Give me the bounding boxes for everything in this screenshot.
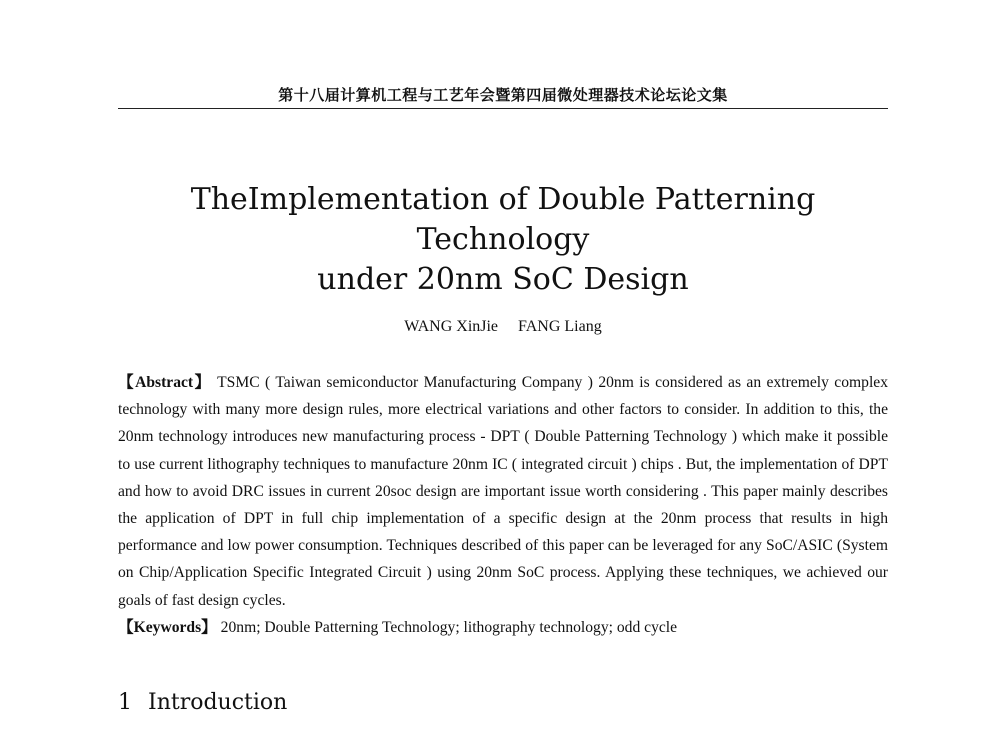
- title-line-1: TheImplementation of Double Patterning Technology: [190, 182, 816, 257]
- keywords-text: 20nm; Double Patterning Technology; lithography technology; odd cycle: [220, 618, 678, 636]
- keywords-paragraph: [118, 614, 888, 641]
- author-name: WANG XinJie: [404, 318, 499, 335]
- running-header: 第十八届计算机工程与工艺年会暨第四届微处理器技术论坛论文集: [278, 86, 728, 104]
- author-name: FANG Liang: [518, 318, 602, 335]
- paper-title: [118, 180, 888, 300]
- abstract-paragraph: [118, 369, 888, 614]
- author-list: [118, 318, 888, 336]
- abstract-label: 【Abstract】: [118, 374, 212, 391]
- abstract-text: TSMC ( Taiwan semiconductor Manufacturing Company ) 20nm is considered as an extremely complex technology with many more design rules, more electrical variations and other factors to consider. In addition to this, the 20nm technology introduces new manufacturing process - DPT ( Double Patterning Technology ) which make it possible to use current lithography techniques to manufacture 20nm IC ( integrated circuit ) chips . But, the implementation of DPT and how to avoid DRC issues in current 20soc design are important issue worth considering . This paper mainly describes the application of DPT in full chip implementation of a specific design at the 20nm process that results in high performance and low power consumption. Techniques described of this paper can be leveraged for any SoC/ASIC (System on Chip/Application Specific Integrated Circuit ) using 20nm SoC process. Applying these techniques, we achieved our goals of fast design cycles.: [118, 374, 888, 609]
- header-rule: [118, 108, 888, 109]
- section-heading: [118, 690, 888, 715]
- section-title: Introduction: [148, 690, 288, 715]
- title-line-2: under 20nm SoC Design: [317, 262, 689, 297]
- abstract-block: [118, 369, 888, 641]
- section-number: 1: [118, 690, 132, 715]
- keywords-label: 【Keywords】: [118, 618, 217, 636]
